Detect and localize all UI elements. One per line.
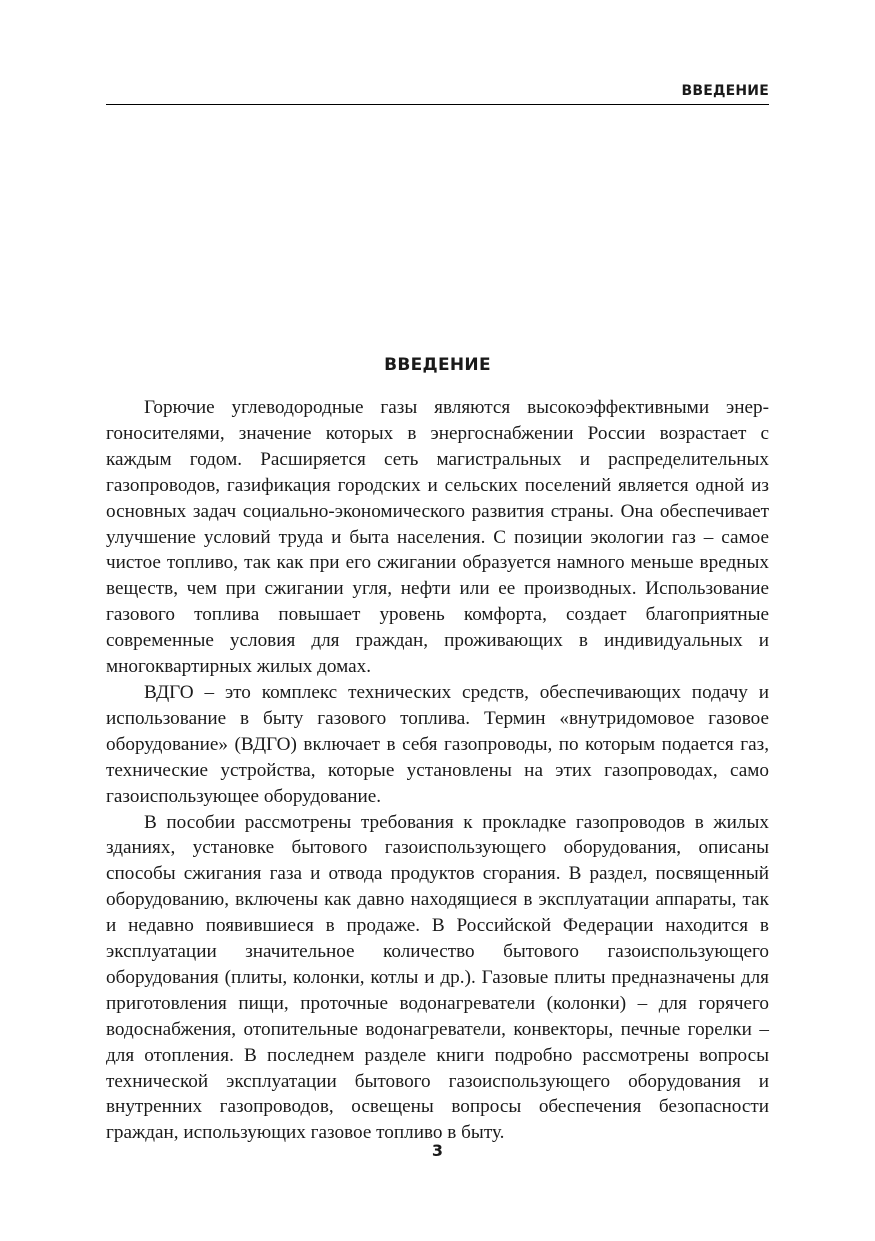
body-text <box>106 395 769 1146</box>
page-number: 3 <box>431 1141 444 1160</box>
paragraph-intro: Горючие углеводородные газы являются высокоэффективными энергоносителями, значение которых в энергоснабжении России возрастает с каждым годом. Расширяется сеть магистральных и распределительных газопроводов, газификация городских и сельских поселений является одной из основных задач социально-экономического развития страны. Она обеспечивает улучшение условий труда и быта населения. С позиции экологии газ – самое чистое топливо, так как при его сжигании образуется намного меньше вредных веществ, чем при сжигании угля, нефти или ее производных. Использование газового топлива повышает уровень комфорта, создает благоприятные современные условия для граждан, проживающих в индивидуальных и многоквартирных жилых домах. <box>106 397 769 678</box>
running-header <box>106 82 769 105</box>
paragraph-vdgo-definition: ВДГО – это комплекс технических средств, обеспечивающих подачу и использование в быту газового топлива. Термин «внутридомовое газовое оборудование» (ВДГО) включает в себя газопроводы, по которым подается газ, технические устройства, которые установлены на этих газопроводах, само газоиспользующее оборудование. <box>106 681 769 807</box>
running-header-title: ВВЕДЕНИЕ <box>681 83 769 99</box>
chapter-title: ВВЕДЕНИЕ <box>384 355 491 375</box>
paragraph-manual-contents: В пособии рассмотрены требования к прокладке газопроводов в жилых зданиях, установке бытового газоиспользующего оборудования, описаны способы сжигания газа и отвода продуктов сгорания. В раздел, посвященный оборудованию, включены как давно находящиеся в эксплуатации аппараты, так и недавно появившиеся в продаже. В Российской Федерации находится в эксплуатации значительное количество бытового газоиспользующего оборудования (плиты, колонки, котлы и др.). Газовые плиты предназначены для приготовления пищи, проточные водонагреватели (колонки) – для горячего водоснабжения, отопительные водонагреватели, конвекторы, печные горелки – для отопления. В последнем разделе книги подробно рассмотрены вопросы технической эксплуатации бытового газоиспользующего оборудования и внутренних газопроводов, освещены вопросы обеспечения безопасности граждан, использующих газовое топливо в быту. <box>106 811 769 1144</box>
